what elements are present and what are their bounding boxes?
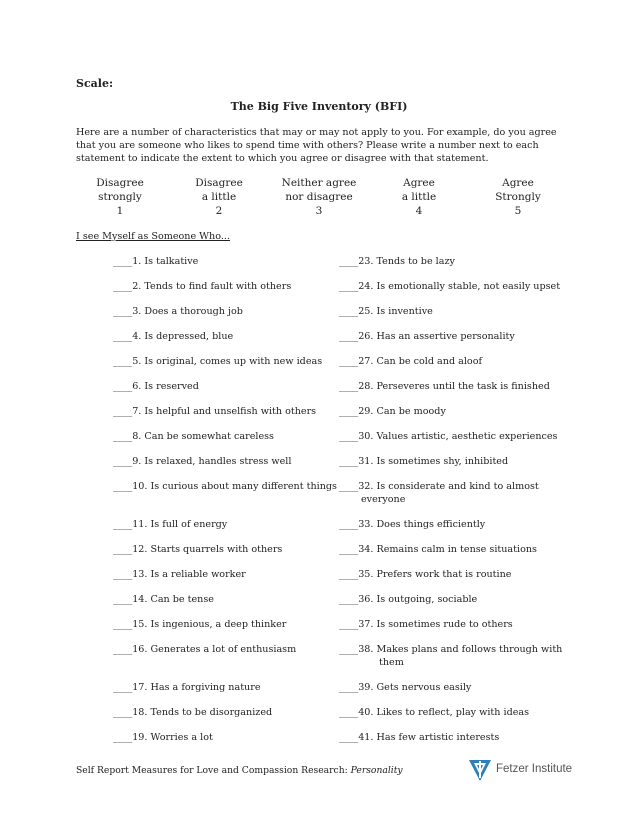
fetzer-logo-text: Fetzer Institute [496, 763, 573, 775]
questionnaire-item[interactable]: ____30. Values artistic, aesthetic experiences [339, 431, 558, 442]
questionnaire-item[interactable]: ____26. Has an assertive personality [339, 331, 515, 342]
scale-option-label: a little [201, 191, 237, 203]
scale-option-label: nor disagree [285, 191, 353, 203]
rating-scale [70, 176, 570, 220]
questionnaire-item[interactable]: ____17. Has a forgiving nature [113, 682, 261, 693]
questionnaire-item[interactable]: ____10. Is curious about many different things [113, 481, 337, 492]
scale-option-label: Disagree [195, 177, 243, 189]
scale-option-number: 1 [116, 205, 124, 217]
questionnaire-item[interactable]: ____31. Is sometimes shy, inhibited [339, 456, 509, 467]
questionnaire-item[interactable]: ____23. Tends to be lazy [339, 256, 455, 267]
scale-option-label: Agree [403, 177, 435, 189]
questionnaire-item[interactable]: ____39. Gets nervous easily [339, 682, 472, 693]
questionnaire-item[interactable]: ____1. Is talkative [113, 256, 199, 267]
scale-option-label: Strongly [495, 191, 541, 203]
scale-option-label: strongly [98, 191, 142, 203]
scale-option-label: Neither agree [281, 177, 357, 189]
scale-option-number: 5 [514, 205, 522, 217]
footer-section: Personality [350, 765, 403, 776]
scale-option-number: 3 [315, 205, 323, 217]
questionnaire-item[interactable]: ____24. Is emotionally stable, not easily upset [339, 281, 561, 292]
questionnaire-item[interactable]: ____5. Is original, comes up with new ideas [113, 356, 323, 367]
questionnaire-item[interactable]: ____36. Is outgoing, sociable [339, 594, 478, 605]
scale-option-number: 4 [415, 205, 423, 217]
questionnaire-item[interactable]: ____13. Is a reliable worker [113, 569, 246, 580]
scale-heading: Scale: [76, 77, 114, 90]
questionnaire-item[interactable]: ____15. Is ingenious, a deep thinker [113, 619, 287, 630]
questionnaire-item[interactable]: ____34. Remains calm in tense situations [339, 544, 537, 555]
questionnaire-item[interactable]: ____33. Does things efficiently [339, 519, 486, 530]
questionnaire-item[interactable]: ____11. Is full of energy [113, 519, 228, 530]
questionnaire-item[interactable]: ____2. Tends to find fault with others [113, 281, 292, 292]
questionnaire-item[interactable]: ____6. Is reserved [113, 381, 199, 392]
questionnaire-item[interactable]: ____28. Perseveres until the task is finished [339, 381, 550, 392]
item-stem-prompt: I see Myself as Someone Who... [76, 231, 230, 242]
questionnaire-item[interactable]: ____16. Generates a lot of enthusiasm [113, 644, 297, 655]
questionnaire-item[interactable]: ____9. Is relaxed, handles stress well [113, 456, 292, 467]
scale-option-label: Agree [502, 177, 534, 189]
questionnaire-item[interactable]: ____18. Tends to be disorganized [113, 707, 273, 718]
questionnaire-item[interactable]: ____40. Likes to reflect, play with ideas [339, 707, 530, 718]
fetzer-logo-icon [468, 758, 492, 782]
footer-citation [76, 765, 403, 776]
questionnaire-item[interactable]: ____14. Can be tense [113, 594, 214, 605]
questionnaire-item[interactable]: ____29. Can be moody [339, 406, 446, 417]
questionnaire-item[interactable]: ____8. Can be somewhat careless [113, 431, 274, 442]
questionnaire-item[interactable]: ____12. Starts quarrels with others [113, 544, 283, 555]
document-title: The Big Five Inventory (BFI) [230, 100, 408, 113]
questionnaire-item[interactable]: ____35. Prefers work that is routine [339, 569, 512, 580]
questionnaire-item[interactable]: ____41. Has few artistic interests [339, 732, 500, 743]
questionnaire-item[interactable]: ____3. Does a thorough job [113, 306, 243, 317]
scale-option-4 [364, 176, 474, 218]
footer-text: Self Report Measures for Love and Compassion Research: [76, 765, 351, 776]
scale-option-number: 2 [215, 205, 223, 217]
scale-option-label: a little [401, 191, 437, 203]
scale-option-1 [65, 176, 175, 218]
questionnaire-item[interactable]: ____19. Worries a lot [113, 732, 213, 743]
fetzer-logo [468, 758, 580, 782]
scale-option-label: Disagree [96, 177, 144, 189]
questionnaire-item[interactable]: ____25. Is inventive [339, 306, 433, 317]
questionnaire-item[interactable]: ____37. Is sometimes rude to others [339, 619, 513, 630]
instructions-paragraph: Here are a number of characteristics that may or may not apply to you. For example, do you agree that you are someone who likes to spend time with others? Please write a number next to each statement to indicate the extent to which you agree or disagree with that statement. [76, 127, 557, 164]
scale-option-5 [463, 176, 573, 218]
questionnaire-item[interactable]: ____38. Makes plans and follows through with them [339, 644, 563, 668]
questionnaire-item[interactable]: ____32. Is considerate and kind to almost everyone [339, 481, 539, 505]
questionnaire-item[interactable]: ____4. Is depressed, blue [113, 331, 234, 342]
scale-option-3 [264, 176, 374, 218]
questionnaire-item[interactable]: ____27. Can be cold and aloof [339, 356, 483, 367]
scale-option-2 [164, 176, 274, 218]
questionnaire-item[interactable]: ____7. Is helpful and unselfish with others [113, 406, 317, 417]
